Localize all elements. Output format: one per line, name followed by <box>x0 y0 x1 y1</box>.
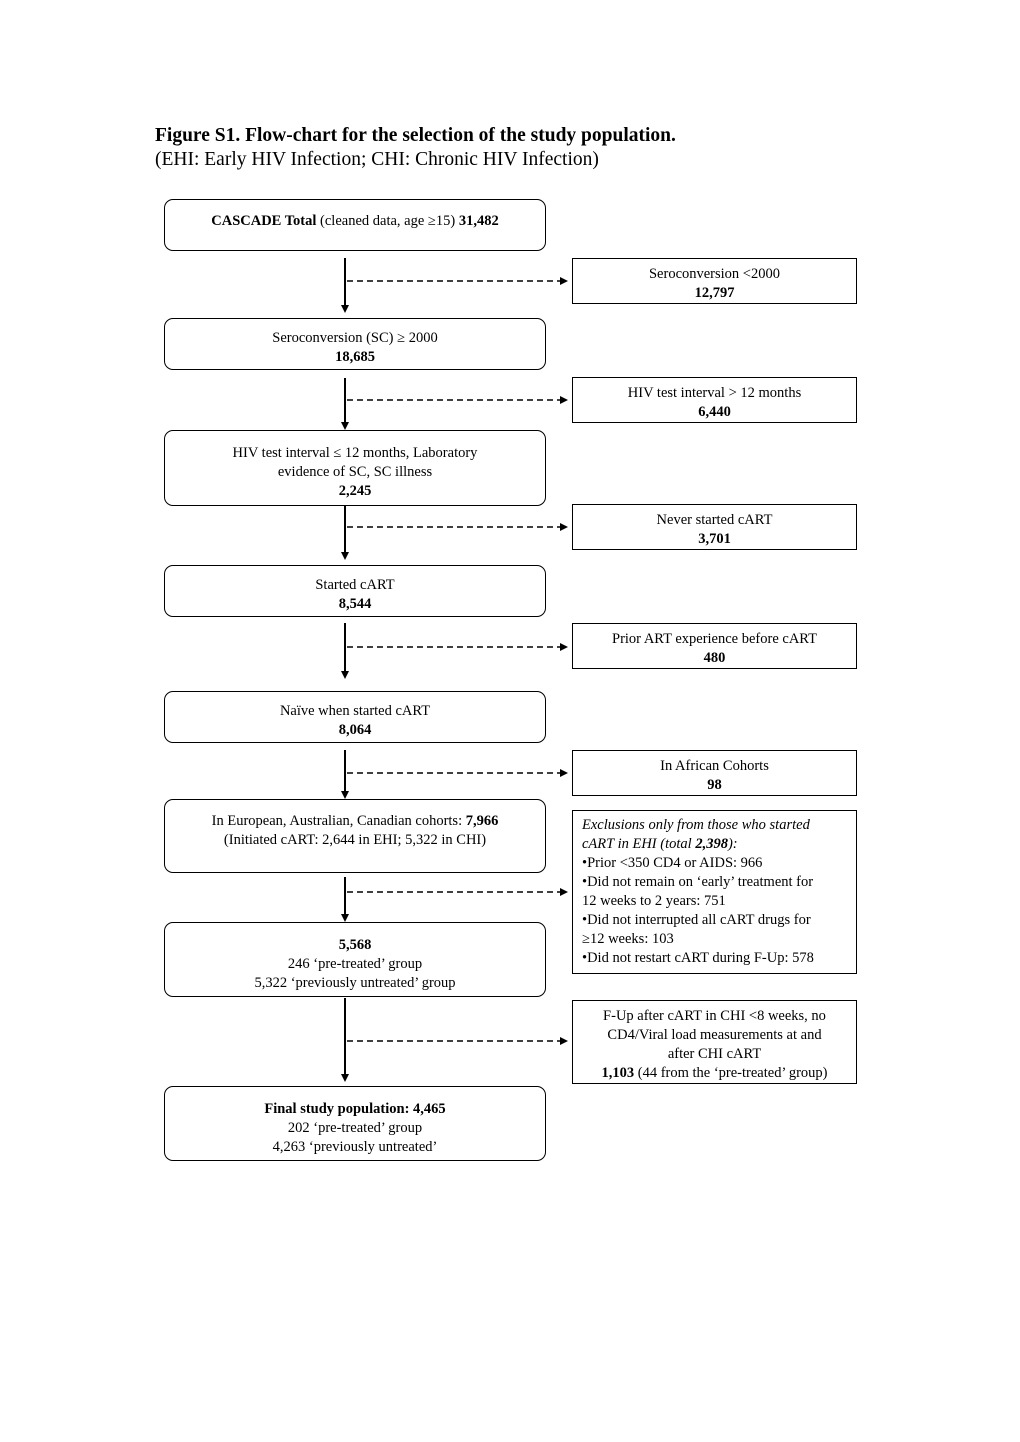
ehi-intro-total: 2,398 <box>695 836 728 852</box>
european-value: 7,966 <box>465 813 499 829</box>
excl-box-ehi-exclusions <box>572 810 857 974</box>
fup-value-suffix: (44 from the ‘pre-treated’ group) <box>634 1065 828 1081</box>
figure-subtitle: (EHI: Early HIV Infection; CHI: Chronic HIV Infection) <box>155 149 599 170</box>
started-label: Started cART <box>315 577 395 593</box>
european-line2: (Initiated cART: 2,644 in EHI; 5,322 in CHI) <box>223 832 487 848</box>
fup-value: 1,103 <box>601 1065 635 1081</box>
excl-interval-value: 6,440 <box>698 404 731 420</box>
european-label: In European, Australian, Canadian cohorts: <box>211 813 466 829</box>
subtotal-line2: 246 ‘pre-treated’ group <box>287 956 423 972</box>
subtotal-line3: 5,322 ‘previously untreated’ group <box>254 975 456 991</box>
box-final-population <box>164 1086 546 1161</box>
total-label: CASCADE Total <box>211 213 317 229</box>
excl-interval-label: HIV test interval > 12 months <box>627 385 802 401</box>
box-hiv-interval <box>164 430 546 506</box>
ehi-intro-line1: Exclusions only from those who started <box>582 817 810 833</box>
fup-line2: CD4/Viral load measurements at and <box>607 1027 822 1043</box>
box-subtotal <box>164 922 546 997</box>
excl-prior-value: 480 <box>703 650 726 666</box>
started-value: 8,544 <box>338 596 372 612</box>
ehi-item2-line1: •Did not remain on ‘early’ treatment for <box>582 874 814 890</box>
sc2000-value: 18,685 <box>335 349 375 365</box>
subtotal-value: 5,568 <box>338 937 372 953</box>
final-label: Final study population: 4,465 <box>264 1101 446 1117</box>
ehi-item1: •Prior <350 CD4 or AIDS: 966 <box>582 855 763 871</box>
excl-box-fup-chi <box>572 1000 857 1084</box>
ehi-item2-line2: 12 weeks to 2 years: 751 <box>582 893 726 909</box>
excl-prior-label: Prior ART experience before cART <box>612 631 817 647</box>
box-european-cohorts <box>164 799 546 873</box>
excl-african-value: 98 <box>707 777 722 793</box>
excl-box-interval-gt12 <box>572 377 857 423</box>
excl-never-label: Never started cART <box>656 512 773 528</box>
fup-line3: after CHI cART <box>667 1046 762 1062</box>
excl-box-african-cohorts <box>572 750 857 796</box>
ehi-intro-prefix: cART in EHI (total <box>582 836 696 852</box>
final-line2: 202 ‘pre-treated’ group <box>287 1120 423 1136</box>
fup-line1: F-Up after cART in CHI <8 weeks, no <box>603 1008 826 1024</box>
excl-sc-value: 12,797 <box>694 285 735 301</box>
interval-value: 2,245 <box>338 483 372 499</box>
total-value: 31,482 <box>458 213 499 229</box>
excl-african-label: In African Cohorts <box>660 758 769 774</box>
ehi-intro-suffix: ): <box>727 836 738 852</box>
box-naive-cart <box>164 691 546 743</box>
ehi-item4: •Did not restart cART during F-Up: 578 <box>582 950 814 966</box>
excl-box-prior-art <box>572 623 857 669</box>
figure-title: Figure S1. Flow-chart for the selection of the study population. <box>155 125 676 146</box>
naive-label: Naïve when started cART <box>279 703 431 719</box>
box-started-cart <box>164 565 546 617</box>
excl-box-never-started <box>572 504 857 550</box>
ehi-item3-line1: •Did not interrupted all cART drugs for <box>582 912 811 928</box>
final-line3: 4,263 ‘previously untreated’ <box>272 1139 438 1155</box>
interval-line1: HIV test interval ≤ 12 months, Laboratory <box>232 445 478 461</box>
ehi-item3-line2: ≥12 weeks: 103 <box>582 931 674 947</box>
excl-never-value: 3,701 <box>698 531 731 547</box>
interval-line2: evidence of SC, SC illness <box>277 464 433 480</box>
excl-box-seroconversion-before-2000 <box>572 258 857 304</box>
naive-value: 8,064 <box>338 722 372 738</box>
total-detail: (cleaned data, age ≥15) <box>316 213 459 229</box>
box-seroconversion-2000 <box>164 318 546 370</box>
excl-sc-label: Seroconversion <2000 <box>648 266 780 282</box>
sc2000-label: Seroconversion (SC) ≥ 2000 <box>272 330 438 346</box>
box-cascade-total <box>164 199 546 251</box>
